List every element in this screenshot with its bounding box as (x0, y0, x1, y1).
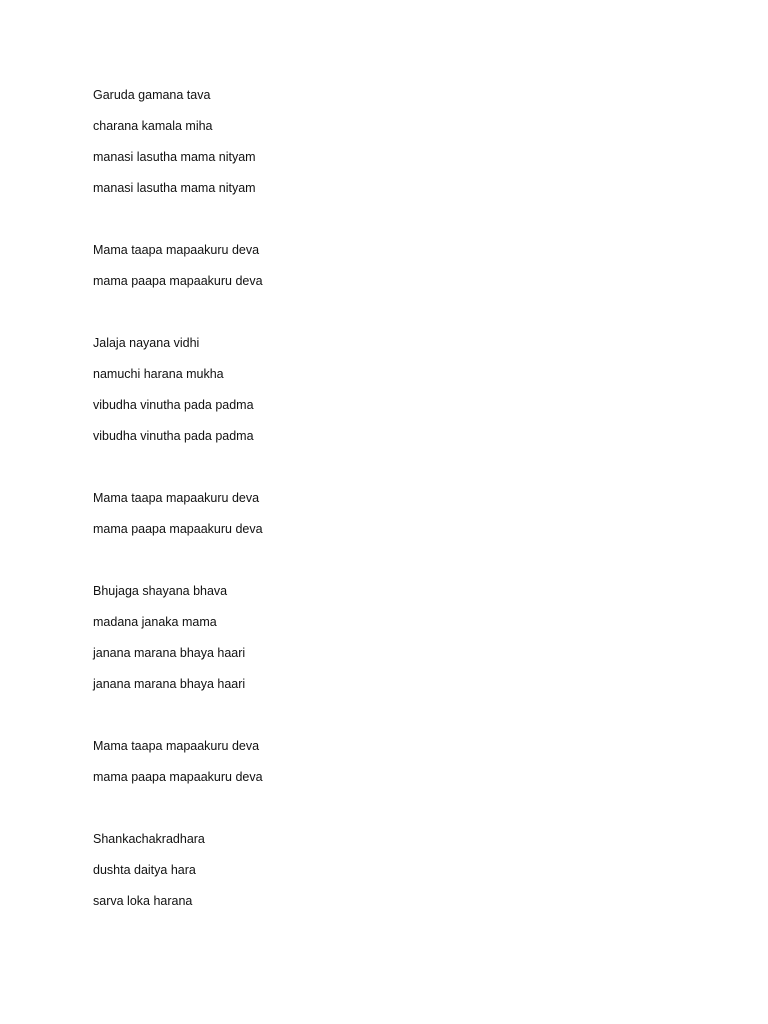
stanza-6-refrain (93, 738, 693, 800)
stanza-4-refrain (93, 490, 693, 552)
lyric-line: manasi lasutha mama nityam (93, 181, 256, 195)
lyric-line: vibudha vinutha pada padma (93, 429, 254, 443)
lyric-line: Jalaja nayana vidhi (93, 336, 200, 350)
lyric-line: madana janaka mama (93, 615, 217, 629)
lyric-line: mama paapa mapaakuru deva (93, 274, 263, 288)
stanza-1 (93, 87, 693, 211)
lyric-line: dushta daitya hara (93, 863, 196, 877)
lyric-line: manasi lasutha mama nityam (93, 150, 256, 164)
lyric-line: mama paapa mapaakuru deva (93, 522, 263, 536)
lyric-line: vibudha vinutha pada padma (93, 398, 254, 412)
lyric-line: Garuda gamana tava (93, 88, 211, 102)
lyric-line: Mama taapa mapaakuru deva (93, 739, 260, 753)
stanza-3 (93, 335, 693, 459)
lyric-line: Shankachakradhara (93, 832, 205, 846)
stanza-7 (93, 831, 693, 924)
lyric-line: Bhujaga shayana bhava (93, 584, 228, 598)
lyric-line: janana marana bhaya haari (93, 646, 246, 660)
lyric-line: Mama taapa mapaakuru deva (93, 243, 260, 257)
lyric-line: charana kamala miha (93, 119, 213, 133)
lyrics-body (93, 87, 693, 924)
lyric-line: namuchi harana mukha (93, 367, 224, 381)
stanza-5 (93, 583, 693, 707)
lyric-line: sarva loka harana (93, 894, 193, 908)
stanza-2-refrain (93, 242, 693, 304)
lyric-line: janana marana bhaya haari (93, 677, 246, 691)
lyric-line: Mama taapa mapaakuru deva (93, 491, 260, 505)
lyric-line: mama paapa mapaakuru deva (93, 770, 263, 784)
